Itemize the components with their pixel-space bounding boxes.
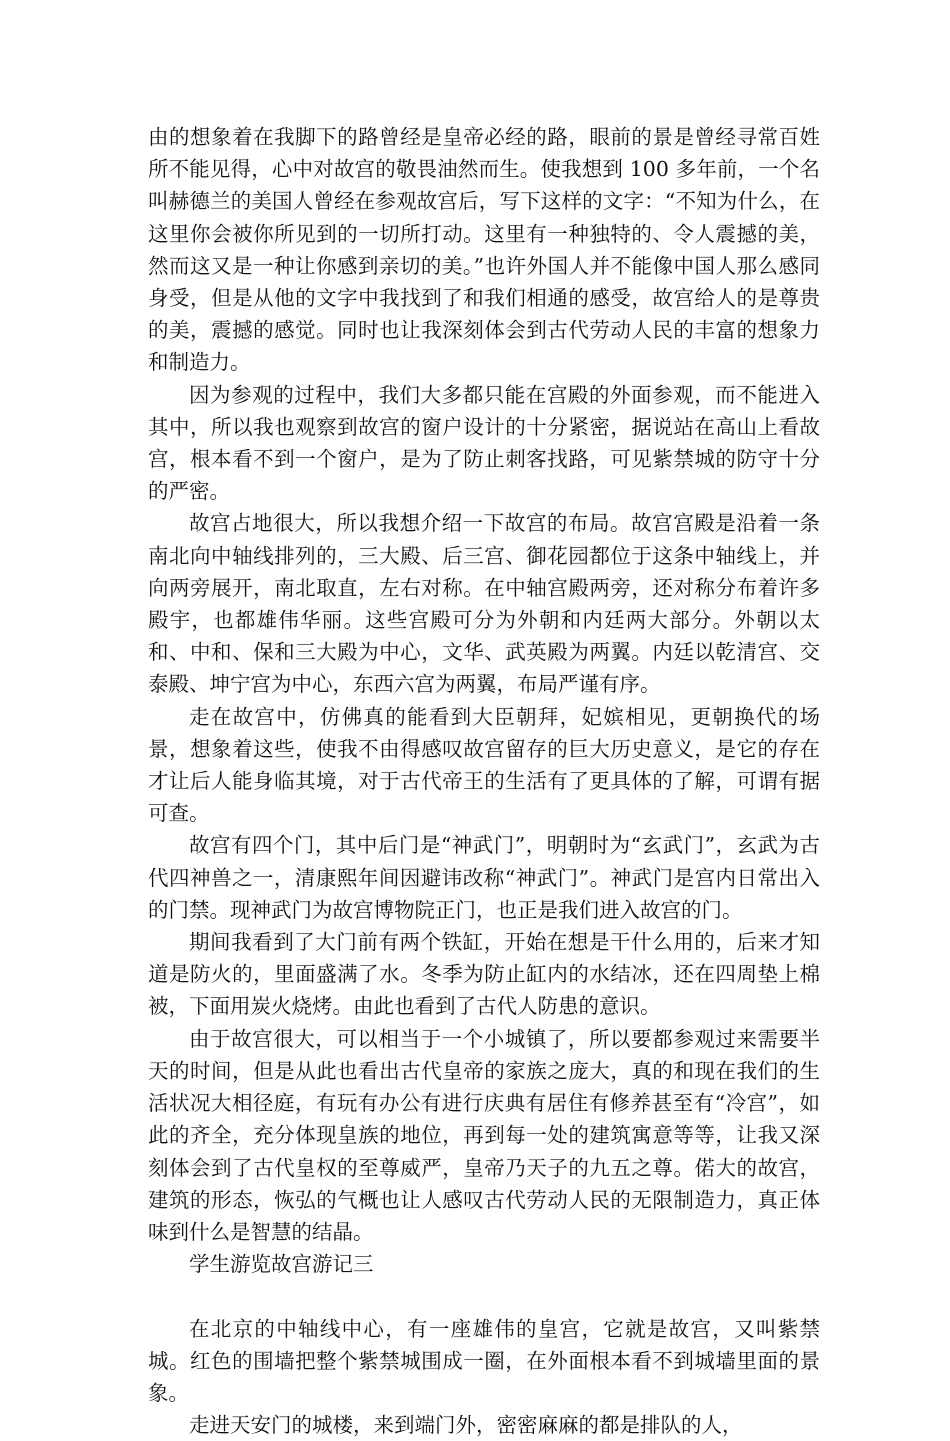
paragraph-2: 因为参观的过程中，我们大多都只能在宫殿的外面参观，而不能进入其中，所以我也观察到故宫的窗户设计的十分紧密，据说站在高山上看故宫，根本看不到一个窗户，是为了防止刺客找路，可见紫禁城的防守十分的严密。 (148, 382, 820, 504)
section-title: 学生游览故宫游记三 (189, 1252, 374, 1277)
document-page (148, 121, 820, 1441)
paragraph-9: 走进天安门的城楼，来到端门外，密密麻麻的都是排队的人， (189, 1413, 743, 1438)
paragraph-1: 由的想象着在我脚下的路曾经是皇帝必经的路，眼前的景是曾经寻常百姓所不能见得，心中对故宫的敬畏油然而生。使我想到 100 多年前，一个名叫赫德兰的美国人曾经在参观故宫后，写下这样的文字：“不知为什么，在这里你会被你所见到的一切所打动。这里有一种独特的、令人震撼的美，然而这又是一种让你感到亲切的美。”也许外国人并不能像中国人那么感同身受，但是从他的文字中我找到了和我们相通的感受，故宫给人的是尊贵的美，震撼的感觉。同时也让我深刻体会到古代劳动人民的丰富的想象力和制造力。 (148, 125, 820, 375)
paragraph-8: 在北京的中轴线中心，有一座雄伟的皇宫，它就是故宫，又叫紫禁城。红色的围墙把整个紫禁城围成一圈，在外面根本看不到城墙里面的景象。 (148, 1316, 820, 1405)
paragraph-7: 由于故宫很大，可以相当于一个小城镇了，所以要都参观过来需要半天的时间，但是从此也看出古代皇帝的家族之庞大，真的和现在我们的生活状况大相径庭，有玩有办公有进行庆典有居住有修养甚至有“冷宫”，如此的齐全，充分体现皇族的地位，再到每一处的建筑寓意等等，让我又深刻体会到了古代皇权的至尊威严，皇帝乃天子的九五之尊。偌大的故宫，建筑的形态，恢弘的气概也让人感叹古代劳动人民的无限制造力，真正体味到什么是智慧的结晶。 (148, 1026, 820, 1244)
blank-line (148, 1280, 820, 1312)
paragraph-6: 期间我看到了大门前有两个铁缸，开始在想是干什么用的，后来才知道是防火的，里面盛满了水。冬季为防止缸内的水结冰，还在四周垫上棉被，下面用炭火烧烤。由此也看到了古代人防患的意识。 (148, 930, 820, 1019)
paragraph-5: 故宫有四个门，其中后门是“神武门”，明朝时为“玄武门”，玄武为古代四神兽之一，清康熙年间因避讳改称“神武门”。神武门是宫内日常出入的门禁。现神武门为故宫博物院正门，也正是我们进入故宫的门。 (148, 833, 820, 922)
paragraph-3: 故宫占地很大，所以我想介绍一下故宫的布局。故宫宫殿是沿着一条南北向中轴线排列的，三大殿、后三宫、御花园都位于这条中轴线上，并向两旁展开，南北取直，左右对称。在中轴宫殿两旁，还对称分布着许多殿宇，也都雄伟华丽。这些宫殿可分为外朝和内廷两大部分。外朝以太和、中和、保和三大殿为中心，文华、武英殿为两翼。内廷以乾清宫、交泰殿、坤宁宫为中心，东西六宫为两翼，布局严谨有序。 (148, 511, 820, 697)
paragraph-4: 走在故宫中，仿佛真的能看到大臣朝拜，妃嫔相见，更朝换代的场景，想象着这些，使我不由得感叹故宫留存的巨大历史意义，是它的存在才让后人能身临其境，对于古代帝王的生活有了更具体的了解，可谓有据可查。 (148, 704, 820, 826)
